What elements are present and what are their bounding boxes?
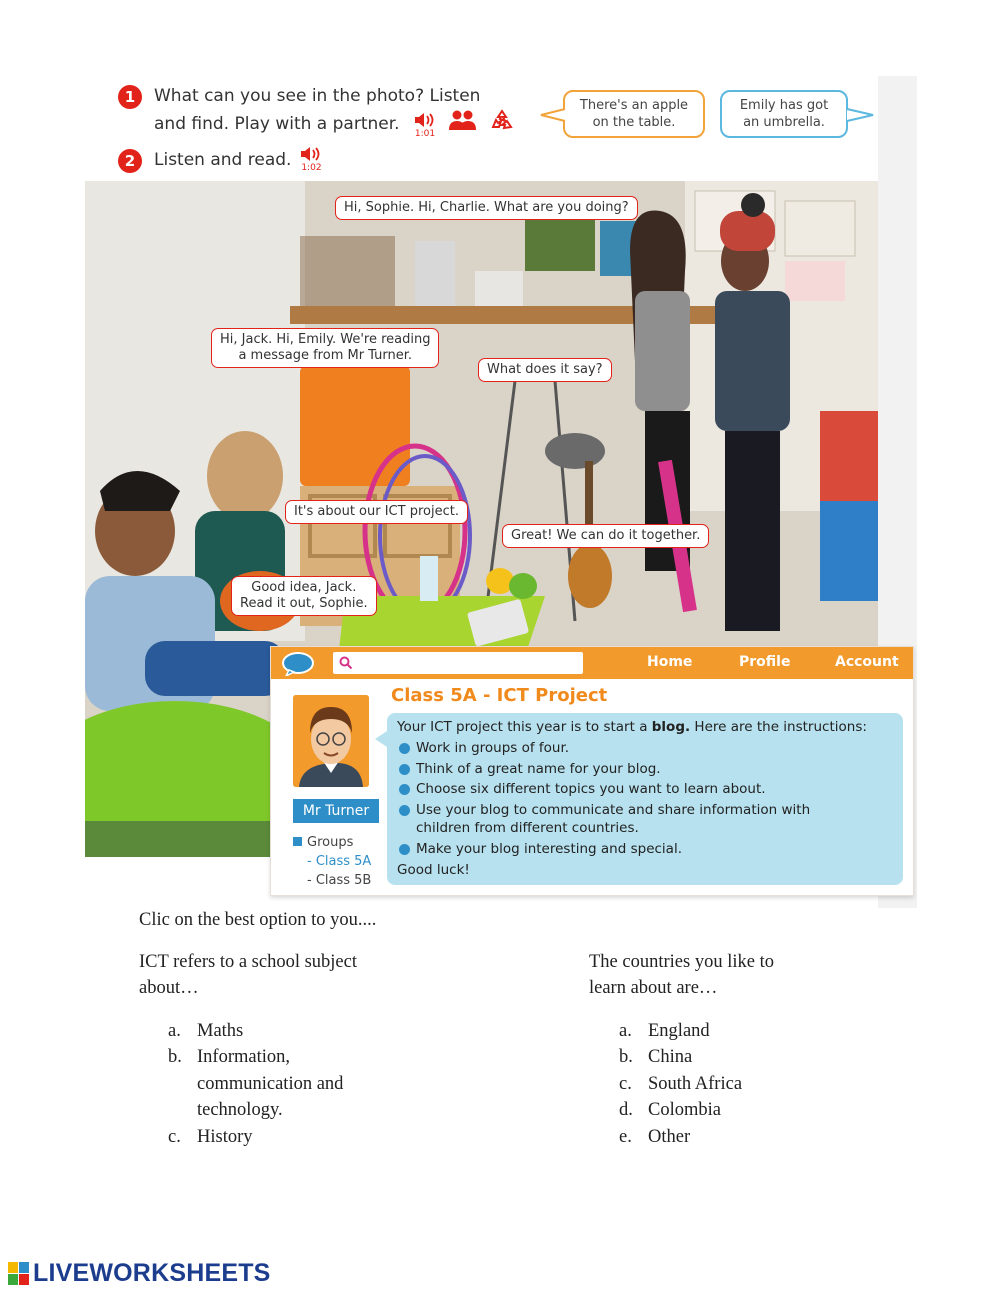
step-1-text-line2: and find. Play with a partner. <box>154 114 400 134</box>
nav-profile[interactable]: Profile <box>739 654 791 670</box>
audio-speaker-icon[interactable] <box>413 111 437 139</box>
option-letter: b. <box>619 1047 633 1067</box>
speech-bubble-line1: Good idea, Jack. <box>251 580 357 595</box>
logo-text: LIVEWORKSHEETS <box>33 1259 271 1287</box>
option-text: Colombia <box>648 1100 721 1120</box>
audio-speaker-icon[interactable] <box>299 145 323 173</box>
question-2-line2: learn about are… <box>589 978 718 998</box>
pair-work-icon <box>448 109 478 139</box>
liveworksheets-logo[interactable] <box>8 1259 271 1288</box>
question-2 <box>589 949 774 1001</box>
blog-nav-bar <box>271 647 913 679</box>
question-1-option-a[interactable] <box>168 1018 243 1045</box>
example-callout-umbrella-line1: Emily has got <box>739 98 829 113</box>
activity-step-2 <box>118 147 323 175</box>
speech-bubble: Hi, Sophie. Hi, Charlie. What are you doing? <box>335 196 638 220</box>
question-2-option-b[interactable] <box>619 1044 692 1071</box>
teacher-name: Mr Turner <box>293 799 379 823</box>
worksheet-instruction: Clic on the best option to you.... <box>139 910 377 930</box>
option-text-line: communication and <box>197 1073 344 1094</box>
speech-bubble: What does it say? <box>478 358 612 382</box>
activity-step-1 <box>118 83 514 139</box>
blog-post-title: Class 5A - ICT Project <box>391 685 608 706</box>
groups-square-icon <box>293 837 302 846</box>
question-1-option-c[interactable] <box>168 1124 253 1151</box>
step-2-text: Listen and read. <box>154 150 292 170</box>
step-1-text <box>154 83 514 139</box>
groups-label: Groups <box>307 835 354 850</box>
question-2-option-c[interactable] <box>619 1071 742 1098</box>
option-letter: a. <box>168 1021 181 1041</box>
example-callout-umbrella <box>720 90 848 138</box>
option-text-line: technology. <box>197 1100 283 1120</box>
question-2-option-e[interactable] <box>619 1124 690 1151</box>
option-letter: c. <box>619 1074 632 1094</box>
speech-bubble: It's about our ICT project. <box>285 500 468 524</box>
option-text-line: Information, <box>197 1047 290 1067</box>
recycle-icon <box>490 109 514 139</box>
example-callout-apple <box>563 90 705 138</box>
search-input[interactable] <box>333 652 583 674</box>
instruction-item: Work in groups of four. <box>397 738 893 759</box>
audio-track-number: 1:01 <box>414 129 436 139</box>
liveworksheets-mark-icon <box>8 1262 30 1286</box>
question-2-line1: The countries you like to <box>589 952 774 972</box>
instruction-item: Choose six different topics you want to learn about. <box>397 779 893 800</box>
question-1-line2: about… <box>139 978 199 998</box>
groups-menu <box>293 833 371 890</box>
callout-tail-right <box>846 108 874 122</box>
option-text: History <box>197 1127 253 1147</box>
instructions-intro <box>397 717 893 738</box>
nav-account[interactable]: Account <box>835 654 899 670</box>
option-text: Maths <box>197 1021 244 1041</box>
question-1 <box>139 949 357 1001</box>
audio-track-number: 1:02 <box>301 163 322 173</box>
speech-bubble <box>211 328 439 368</box>
question-2-option-a[interactable] <box>619 1018 710 1045</box>
option-text: South Africa <box>648 1074 743 1094</box>
option-letter: c. <box>168 1127 181 1147</box>
speech-bubble-line1: Hi, Jack. Hi, Emily. We're reading <box>220 332 431 347</box>
group-link-class-5a[interactable]: - Class 5A <box>307 854 372 869</box>
speech-bubble <box>231 576 377 616</box>
example-callout-umbrella-line2: an umbrella. <box>743 115 825 130</box>
instruction-item: Make your blog interesting and special. <box>397 839 893 860</box>
question-2-option-d[interactable] <box>619 1097 721 1124</box>
instructions-intro-bold: blog. <box>651 719 691 735</box>
instructions-intro-suffix: Here are the instructions: <box>690 719 867 735</box>
option-letter: d. <box>619 1100 633 1120</box>
speech-bubble-line2: Read it out, Sophie. <box>240 596 368 611</box>
instructions-panel <box>387 713 903 885</box>
teacher-avatar-icon <box>293 695 369 787</box>
step-1-number: 1 <box>118 85 142 109</box>
option-text: England <box>648 1021 710 1041</box>
option-letter: a. <box>619 1021 632 1041</box>
chat-bubble-icon[interactable] <box>281 652 315 681</box>
question-1-line1: ICT refers to a school subject <box>139 952 357 972</box>
option-letter: e. <box>619 1127 632 1147</box>
example-callout-apple-line1: There's an apple <box>579 98 689 113</box>
option-text: China <box>648 1047 693 1067</box>
group-link-class-5b[interactable]: - Class 5B <box>307 873 372 888</box>
nav-home[interactable]: Home <box>647 654 693 670</box>
step-2-number: 2 <box>118 149 142 173</box>
instructions-intro-prefix: Your ICT project this year is to start a <box>397 719 652 735</box>
avatar <box>293 695 369 787</box>
example-callout-apple-line2: on the table. <box>592 115 676 130</box>
callout-tail-left <box>540 108 566 122</box>
option-letter: b. <box>168 1047 182 1067</box>
instruction-item-continuation: children from different countries. <box>416 819 639 836</box>
question-1-option-b[interactable] <box>168 1044 343 1124</box>
option-text: Other <box>648 1127 691 1147</box>
step-1-text-line1: What can you see in the photo? Listen <box>154 86 481 106</box>
blog-window <box>270 646 914 896</box>
instructions-closing: Good luck! <box>397 861 470 878</box>
speech-bubble: Great! We can do it together. <box>502 524 709 548</box>
instruction-item: Think of a great name for your blog. <box>397 759 893 780</box>
instruction-item: Use your blog to communicate and share information with <box>397 800 893 821</box>
speech-bubble-line2: a message from Mr Turner. <box>238 348 413 363</box>
search-icon <box>339 656 353 675</box>
